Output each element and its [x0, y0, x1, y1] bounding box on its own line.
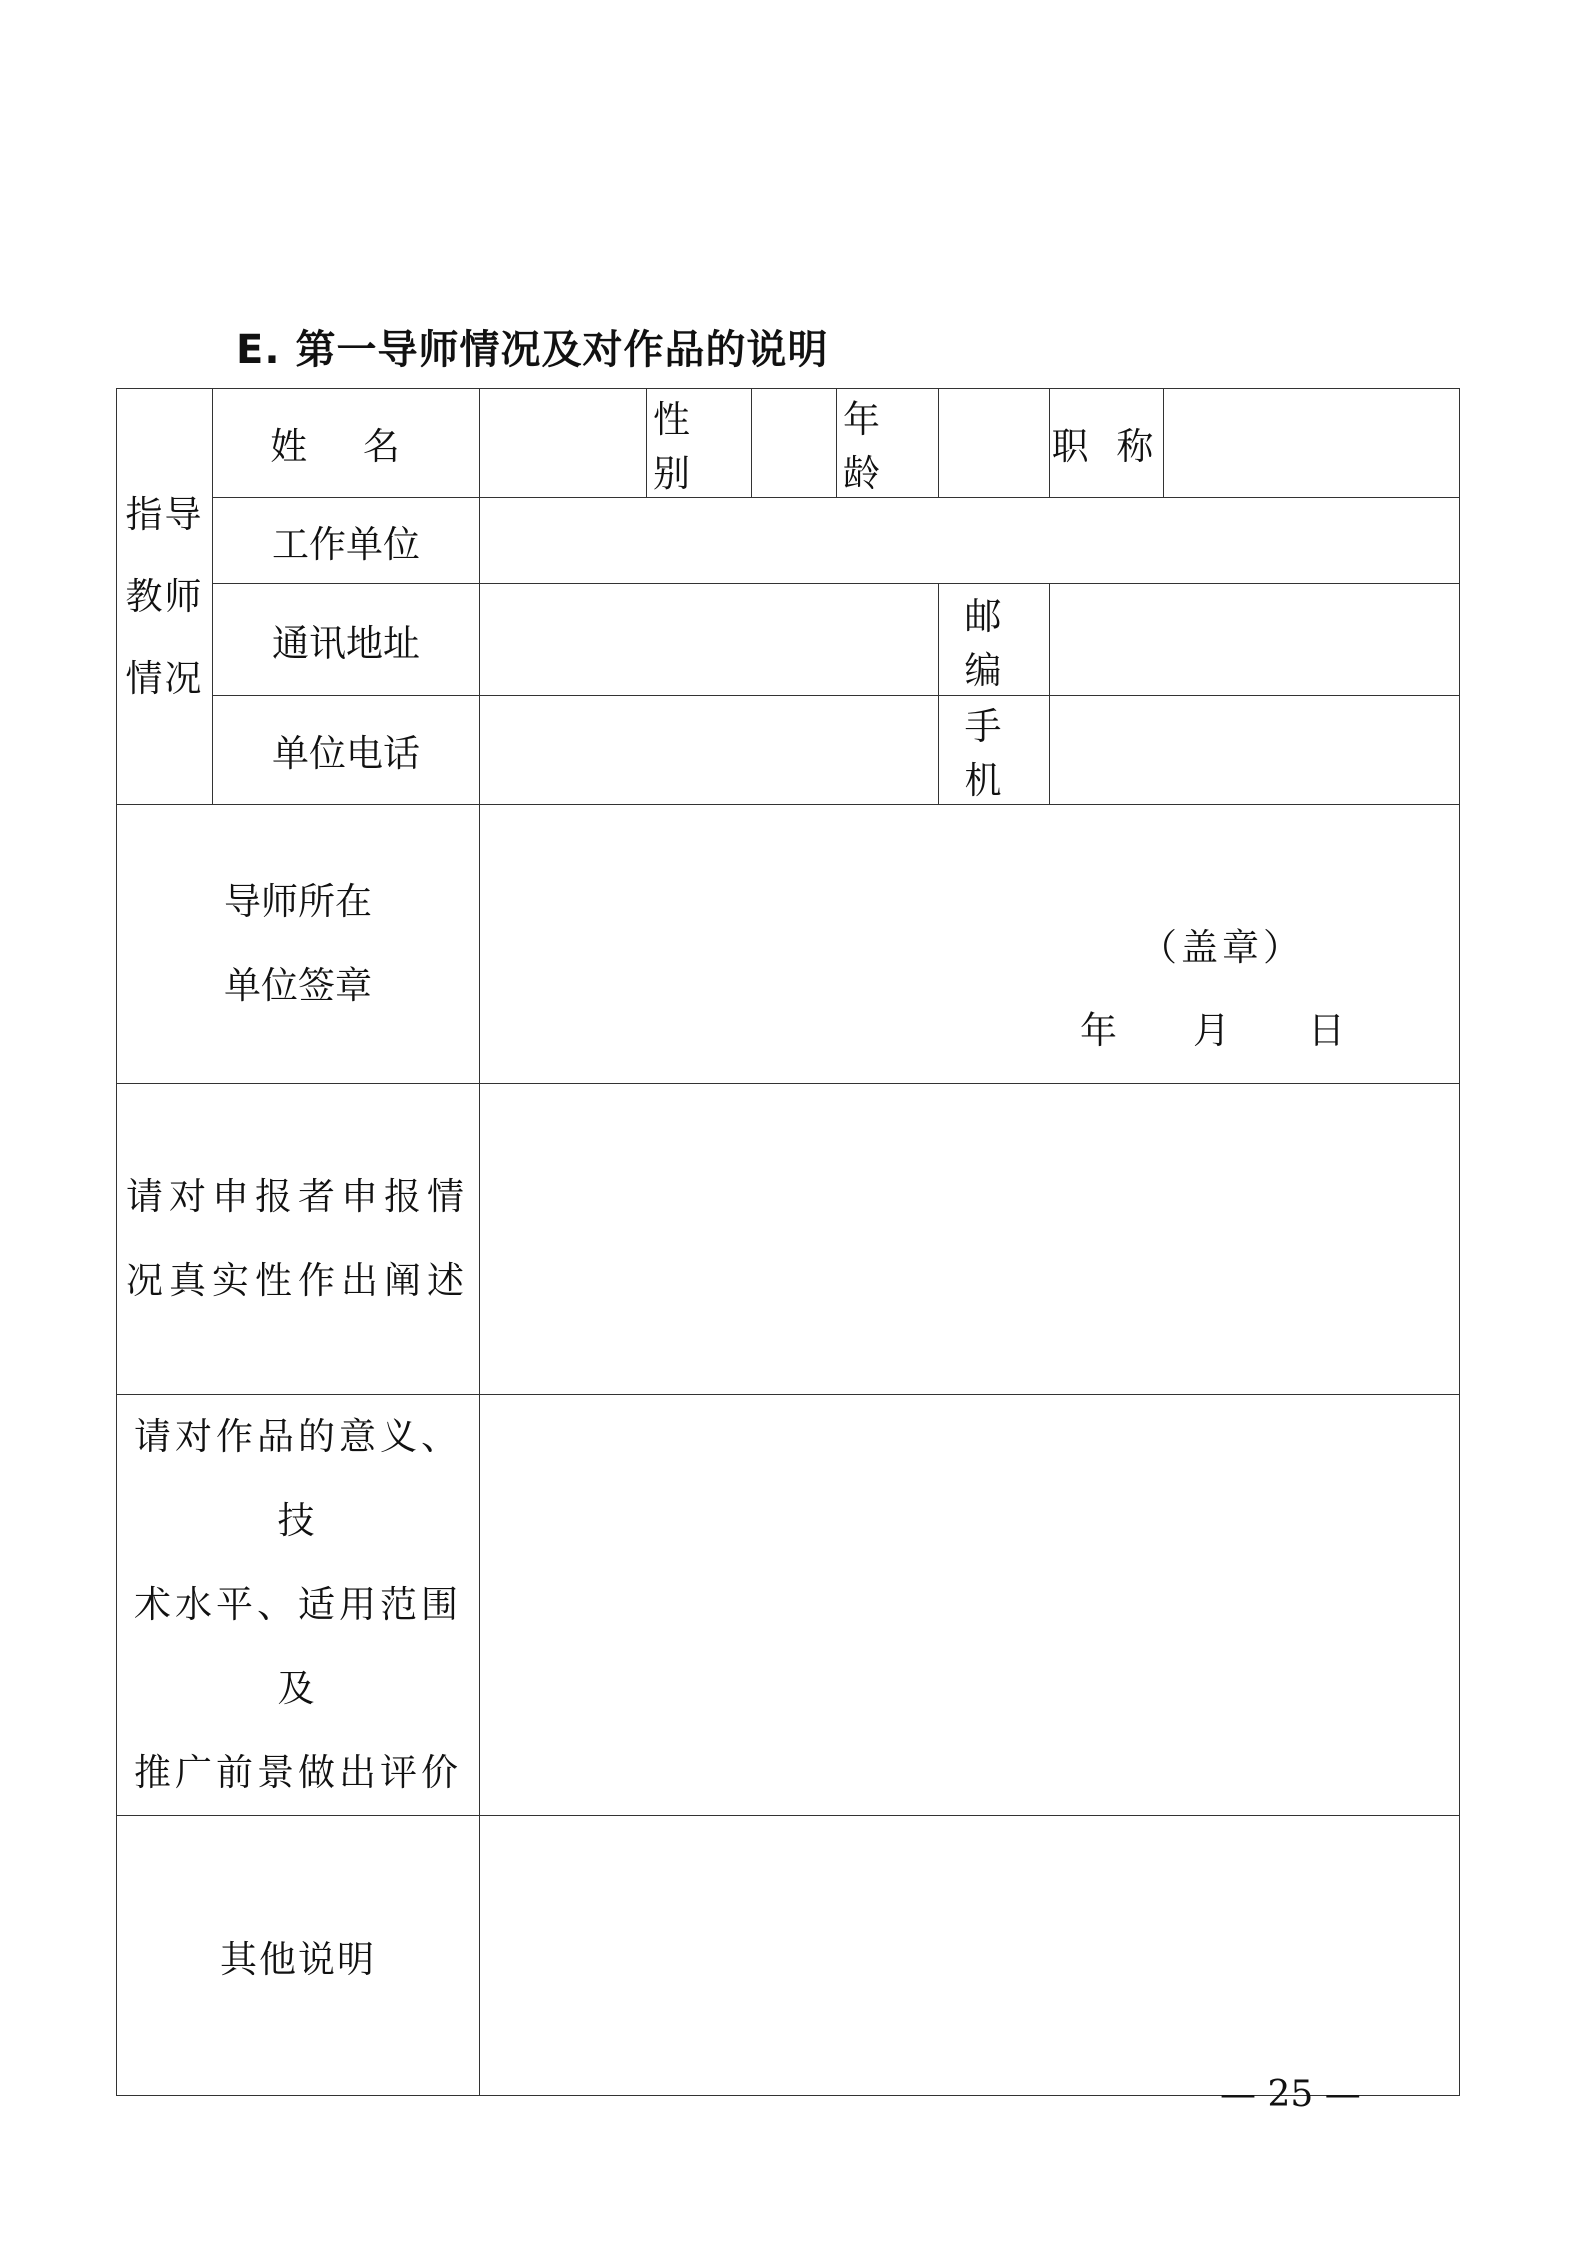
seal-year-label: 年 [1080, 1009, 1117, 1052]
evaluation-label-line2: 术水平、适用范围及 [134, 1583, 462, 1710]
authenticity-label-line1: 请对申报者申报情 [126, 1175, 470, 1218]
postcode-field[interactable] [1050, 584, 1460, 696]
page-number: — 25 — [1220, 2074, 1361, 2115]
age-field[interactable] [939, 389, 1050, 498]
advisor-form-table [116, 388, 1460, 2096]
unit-phone-label: 单位电话 [213, 696, 480, 805]
work-unit-field[interactable] [480, 498, 1460, 584]
group-label-line2: 教师 [125, 574, 204, 618]
other-field[interactable] [480, 1816, 1460, 2096]
group-label-line3: 情况 [125, 656, 204, 700]
seal-month-label: 月 [1193, 1009, 1230, 1052]
seal-date [1080, 1000, 1345, 1054]
seal-area[interactable] [480, 805, 1460, 1084]
evaluation-label-line3: 推广前景做出评价 [134, 1751, 462, 1794]
evaluation-label [117, 1395, 480, 1816]
evaluation-field[interactable] [480, 1395, 1460, 1816]
other-label: 其他说明 [117, 1816, 480, 2096]
unit-phone-field[interactable] [480, 696, 939, 805]
seal-day-label: 日 [1308, 1009, 1345, 1052]
stamp-text: （盖章） [1140, 926, 1304, 969]
address-field[interactable] [480, 584, 939, 696]
mobile-label: 手 机 [939, 696, 1050, 805]
section-title: E. 第一导师情况及对作品的说明 [236, 327, 829, 373]
seal-label-line1: 导师所在 [224, 880, 372, 923]
postcode-label: 邮 编 [939, 584, 1050, 696]
advisor-info-group-label [117, 389, 213, 805]
seal-label-line2: 单位签章 [224, 964, 372, 1007]
gender-field[interactable] [752, 389, 837, 498]
title-field[interactable] [1164, 389, 1460, 498]
gender-label: 性 别 [647, 389, 752, 498]
name-field[interactable] [480, 389, 647, 498]
address-label: 通讯地址 [213, 584, 480, 696]
title-label: 职 称 [1050, 389, 1164, 498]
name-label: 姓 名 [213, 389, 480, 498]
mobile-field[interactable] [1050, 696, 1460, 805]
group-label-line1: 指导 [125, 492, 204, 536]
seal-section-label [117, 805, 480, 1084]
authenticity-field[interactable] [480, 1084, 1460, 1395]
authenticity-label [117, 1084, 480, 1395]
evaluation-label-line1: 请对作品的意义、技 [134, 1415, 462, 1542]
age-label: 年 龄 [837, 389, 939, 498]
authenticity-label-line2: 况真实性作出阐述 [126, 1259, 470, 1302]
work-unit-label: 工作单位 [213, 498, 480, 584]
